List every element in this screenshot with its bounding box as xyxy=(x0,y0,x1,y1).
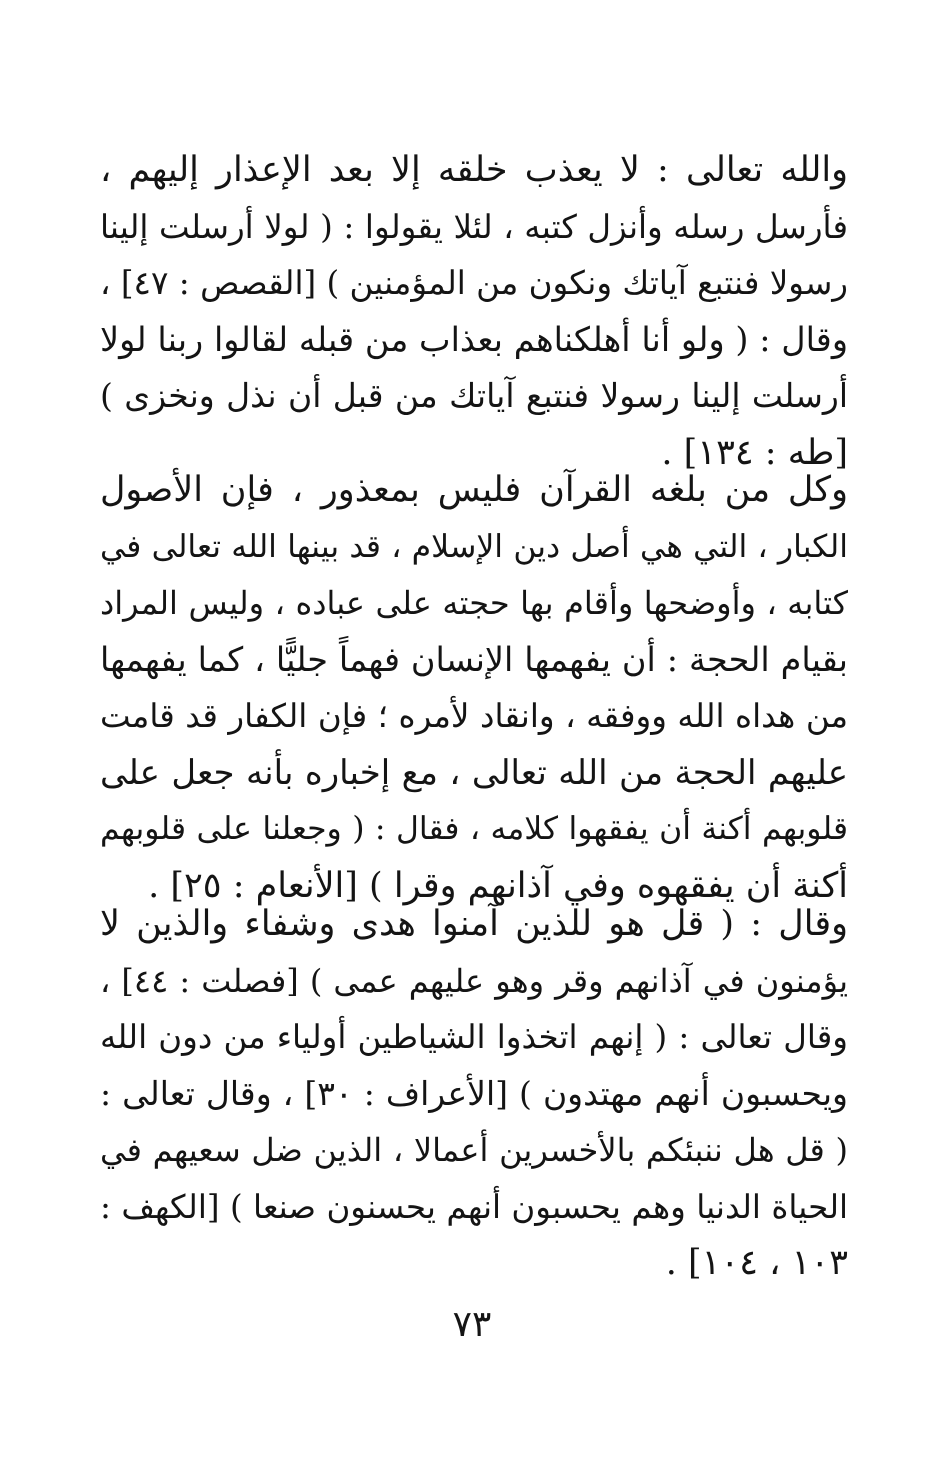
text-line: يؤمنون في آذانهم وقر وهو عليهم عمى ) [فصلت : ٤٤] ، xyxy=(100,961,848,1000)
text-line: وقال : ( ولو أنا أهلكناهم بعذاب من قبله لقالوا ربنا لولا xyxy=(100,319,848,359)
paragraph-1 xyxy=(100,142,848,481)
text-line: أكنة أن يفقهوه وفي آذانهم وقرا ) [الأنعام : ٢٥] . xyxy=(148,865,848,906)
text-line: كتابه ، وأوضحها وأقام بها حجته على عباده ، وليس المراد xyxy=(100,584,848,622)
paragraph-3 xyxy=(100,896,848,1292)
text-line: والله تعالى : لا يعذب خلقه إلا بعد الإعذار إليهم ، xyxy=(100,150,848,190)
text-line: أرسلت إلينا رسولا فنتبع آياتك من قبل أن نذل ونخزى ) xyxy=(100,376,848,415)
text-line: ويحسبون أنهم مهتدون ) [الأعراف : ٣٠] ، وقال تعالى : xyxy=(100,1073,848,1113)
text-line: الحياة الدنيا وهم يحسبون أنهم يحسنون صنعا ) [الكهف : xyxy=(100,1187,848,1226)
page-number: ٧٣ xyxy=(452,1304,492,1345)
text-line: [طه : ١٣٤] . xyxy=(661,432,848,473)
text-line: الكبار ، التي هي أصل دين الإسلام ، قد بينها الله تعالى في xyxy=(100,528,848,565)
text-line: ( قل هل ننبئكم بالأخسرين أعمالا ، الذين ضل سعيهم في xyxy=(100,1131,848,1169)
text-line: من هداه الله ووفقه ، وانقاد لأمره ؛ فإن الكفار قد قامت xyxy=(100,697,848,735)
text-line: فأرسل رسله وأنزل كتبه ، لئلا يقولوا : ( لولا أرسلت إلينا xyxy=(100,207,848,246)
text-line: عليهم الحجة من الله تعالى ، مع إخباره بأنه جعل على xyxy=(100,752,848,793)
text-line: بقيام الحجة : أن يفهمها الإنسان فهماً جليًّا ، كما يفهمها xyxy=(100,639,848,679)
text-line: قلوبهم أكنة أن يفقهوا كلامه ، فقال : ( وجعلنا على قلوبهم xyxy=(100,811,848,847)
text-line: ١٠٣ ، ١٠٤] . xyxy=(665,1243,848,1283)
text-line: وقال : ( قل هو للذين آمنوا هدى وشفاء والذين لا xyxy=(100,904,848,944)
text-line: وكل من بلغه القرآن فليس بمعذور ، فإن الأصول xyxy=(100,470,848,510)
text-line: رسولا فنتبع آياتك ونكون من المؤمنين ) [القصص : ٤٧] ، xyxy=(100,264,849,302)
text-line: وقال تعالى : ( إنهم اتخذوا الشياطين أولياء من دون الله xyxy=(100,1018,848,1056)
paragraph-2 xyxy=(100,462,848,914)
